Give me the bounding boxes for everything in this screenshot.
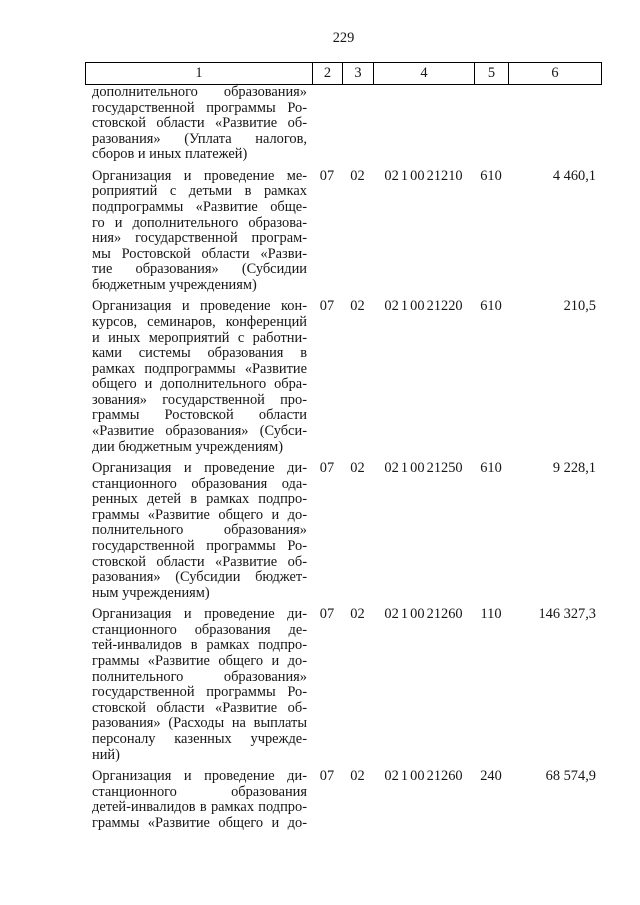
expense-type-code: 110 (480, 606, 502, 623)
table-row (85, 85, 602, 169)
description-line: Организация и проведение ме- (92, 167, 307, 184)
target-article-code: 02 1 00 21250 (384, 460, 463, 477)
description-line: стовской области «Развитие об- (92, 553, 307, 570)
column-header-2: 2 (312, 63, 342, 84)
description-line: общего и дополнительного обра- (92, 376, 307, 393)
description-line: Организация и проведение ди- (92, 767, 307, 784)
amount-value: 9 228,1 (552, 460, 596, 477)
subsection-code: 02 (350, 767, 365, 784)
budget-table (85, 62, 602, 837)
description-line: персоналу казенных учрежде- (92, 730, 307, 747)
amount-value: 210,5 (563, 298, 596, 315)
column-header-5: 5 (474, 63, 508, 84)
description-line: го и дополнительного образова- (92, 214, 307, 231)
section-code: 07 (319, 298, 335, 315)
description-line: государственной программы Ро- (92, 99, 307, 116)
description-line: разования» (Субсидии бюджет- (92, 569, 307, 586)
subsection-code: 02 (350, 606, 365, 623)
description-line: дополнительного образования» (92, 84, 307, 100)
subsection-code: 02 (350, 460, 365, 477)
amount-value: 146 327,3 (538, 606, 596, 623)
subsection-code: 02 (350, 298, 365, 315)
description-line: станционного образования ода- (92, 475, 307, 492)
description-line: мы Ростовской области «Разви- (92, 245, 307, 262)
target-article-code: 02 1 00 21260 (384, 767, 463, 784)
description-line: граммы Ростовской области (92, 407, 307, 424)
description-line: граммы «Развитие общего и до- (92, 506, 307, 523)
target-article-code: 02 1 00 21210 (384, 167, 463, 184)
description-line: полнительного образования» (92, 668, 307, 685)
description-line: бюджетным учреждениям) (92, 276, 257, 293)
description-line: ренных детей в рамках подпро- (92, 491, 307, 508)
subsection-code (342, 85, 373, 163)
expense-type-code: 610 (480, 460, 502, 477)
description-line: подпрограммы «Развитие обще- (92, 198, 307, 215)
column-header-4: 4 (373, 63, 474, 84)
column-header-6: 6 (508, 63, 602, 84)
column-header-1: 1 (85, 63, 312, 84)
target-article-code: 02 1 00 21260 (384, 606, 463, 623)
table-row (85, 461, 602, 607)
target-article-code (373, 85, 474, 163)
row-description (85, 607, 312, 763)
description-line: детей-инвалидов в рамках подпро- (92, 799, 307, 816)
description-line: ния» государственной програм- (92, 230, 307, 247)
table-row (85, 607, 602, 769)
amount-value: 68 574,9 (545, 767, 596, 784)
expense-type-code: 240 (480, 767, 502, 784)
description-line: курсов, семинаров, конференций (92, 313, 307, 330)
description-line: ний) (92, 746, 120, 763)
expense-type-code: 610 (480, 298, 502, 315)
description-line: дии бюджетным учреждениям) (92, 438, 284, 455)
description-line: граммы «Развитие общего и до- (92, 652, 307, 669)
table-row (85, 299, 602, 461)
description-line: государственной программы Ро- (92, 538, 307, 555)
description-line: Организация и проведение кон- (92, 298, 307, 315)
description-line: рамках подпрограммы «Развитие (92, 360, 307, 377)
description-line: стовской области «Развитие об- (92, 699, 307, 716)
description-line: станционного образования (92, 783, 307, 800)
description-line: государственной программы Ро- (92, 684, 307, 701)
description-line: ным учреждениям) (92, 584, 210, 601)
description-line: Организация и проведение ди- (92, 460, 307, 477)
description-line: Организация и проведение ди- (92, 606, 307, 623)
section-code: 07 (319, 460, 335, 477)
description-line: станционного образования де- (92, 621, 307, 638)
row-description (85, 461, 312, 601)
description-line: полнительного образования» (92, 522, 307, 539)
description-line: роприятий с детьми в рамках (92, 183, 307, 200)
column-header-3: 3 (342, 63, 373, 84)
page-number: 229 (332, 30, 355, 46)
description-line: и иных мероприятий с работни- (92, 329, 307, 346)
table-header-row (85, 62, 602, 85)
description-line: граммы «Развитие общего и до- (92, 814, 307, 831)
row-description (85, 85, 312, 163)
section-code: 07 (319, 167, 335, 184)
description-line: «Развитие образования» (Субси- (92, 423, 307, 440)
description-line: сборов и иных платежей) (92, 146, 248, 163)
expense-type-code (474, 85, 508, 163)
table-row (85, 769, 602, 837)
description-line: тей-инвалидов в рамках подпро- (92, 637, 307, 654)
section-code: 07 (319, 606, 335, 623)
section-code: 07 (319, 767, 335, 784)
row-description (85, 299, 312, 455)
table-body (85, 85, 602, 837)
description-line: ками системы образования в (92, 345, 307, 362)
target-article-code: 02 1 00 21220 (384, 298, 463, 315)
amount-value: 4 460,1 (552, 167, 596, 184)
description-line: разования» (Расходы на выплаты (92, 715, 307, 732)
row-description (85, 169, 312, 294)
description-line: стовской области «Развитие об- (92, 115, 307, 132)
description-line: разования» (Уплата налогов, (92, 130, 307, 147)
subsection-code: 02 (350, 167, 365, 184)
expense-type-code: 610 (480, 167, 502, 184)
description-line: тие образования» (Субсидии (92, 261, 307, 278)
amount-value (508, 85, 602, 163)
description-line: зования» государственной про- (92, 391, 307, 408)
table-row (85, 169, 602, 300)
section-code (312, 85, 342, 163)
row-description (85, 769, 312, 831)
